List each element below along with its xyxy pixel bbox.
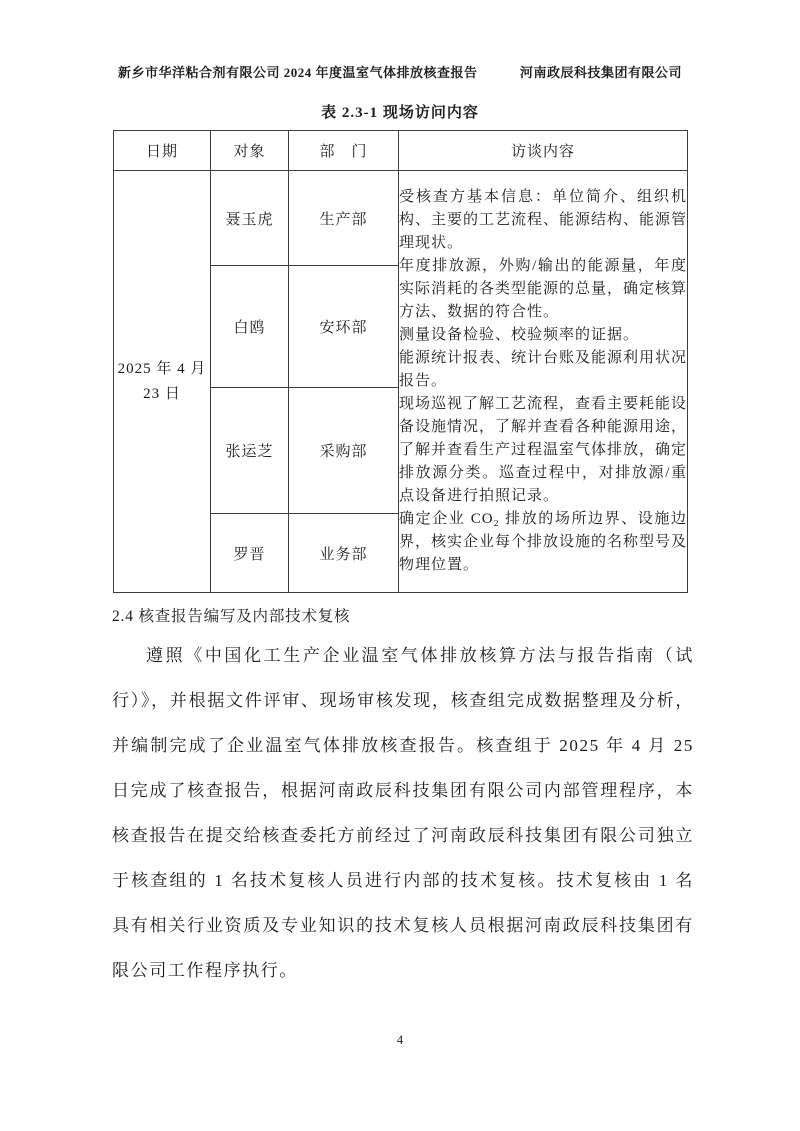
header-company-name: 河南政辰科技集团有限公司 bbox=[519, 65, 682, 80]
column-header-date: 日期 bbox=[114, 131, 211, 171]
date-line-2: 23 日 bbox=[143, 385, 181, 402]
column-header-interview-content: 访谈内容 bbox=[399, 131, 688, 171]
header-report-title: 新乡市华洋粘合剂有限公司 2024 年度温室气体排放核查报告 bbox=[118, 65, 478, 80]
table-row bbox=[114, 171, 688, 266]
interview-content-cell bbox=[399, 171, 688, 593]
date-line-1: 2025 年 4 月 bbox=[117, 360, 207, 377]
department-cell: 安环部 bbox=[289, 266, 399, 388]
site-visit-table bbox=[113, 130, 688, 593]
interview-paragraph: 能源统计报表、统计台账及能源利用状况报告。 bbox=[399, 350, 688, 389]
interview-paragraph: 测量设备检验、校验频率的证据。 bbox=[399, 327, 640, 343]
person-cell: 张运芝 bbox=[211, 388, 289, 514]
interview-paragraph: 现场巡视了解工艺流程，查看主要耗能设备设施情况，了解并查看各种能源用途，了解并查看生产过程温室气体排放，确定排放源分类。巡查过程中，对排放源/重点设备进行拍照记录。 bbox=[399, 396, 688, 504]
interview-paragraph: 确定企业 CO₂ 排放的场所边界、设施边界，核实企业每个排放设施的名称型号及物理位置。 bbox=[399, 511, 688, 573]
section-body-paragraph: 遵照《中国化工生产企业温室气体排放核算方法与报告指南（试行）》，并根据文件评审、现场审核发现，核查组完成数据整理及分析，并编制完成了企业温室气体排放核查报告。核查组于 2025 年 4 月 25 日完成了核查报告，根据河南政辰科技集团有限公司内部管理程序，本核查报告在提交给核查委托方前经过了河南政辰科技集团有限公司独立于核查组的 1 名技术复核人员进行内部的技术复核。技术复核由 1 名具有相关行业资质及专业知识的技术复核人员根据河南政辰科技集团有限公司工作程序执行。 bbox=[112, 646, 694, 980]
column-header-department: 部 门 bbox=[289, 131, 399, 171]
table-caption: 表 2.3-1 现场访问内容 bbox=[321, 105, 479, 121]
person-cell: 聂玉虎 bbox=[211, 171, 289, 266]
person-cell: 罗晋 bbox=[211, 514, 289, 593]
document-header bbox=[118, 62, 682, 81]
department-cell: 生产部 bbox=[289, 171, 399, 266]
department-cell: 采购部 bbox=[289, 388, 399, 514]
column-header-person: 对象 bbox=[211, 131, 289, 171]
person-cell: 白鸥 bbox=[211, 266, 289, 388]
table-header-row bbox=[114, 131, 688, 171]
page-number: 4 bbox=[396, 1033, 404, 1047]
section-heading: 2.4 核查报告编写及内部技术复核 bbox=[112, 608, 351, 625]
interview-paragraph: 年度排放源，外购/输出的能源量，年度实际消耗的各类型能源的总量，确定核算方法、数据的符合性。 bbox=[399, 258, 688, 320]
date-cell bbox=[114, 171, 211, 593]
department-cell: 业务部 bbox=[289, 514, 399, 593]
interview-paragraph: 受核查方基本信息：单位简介、组织机构、主要的工艺流程、能源结构、能源管理现状。 bbox=[399, 189, 688, 251]
